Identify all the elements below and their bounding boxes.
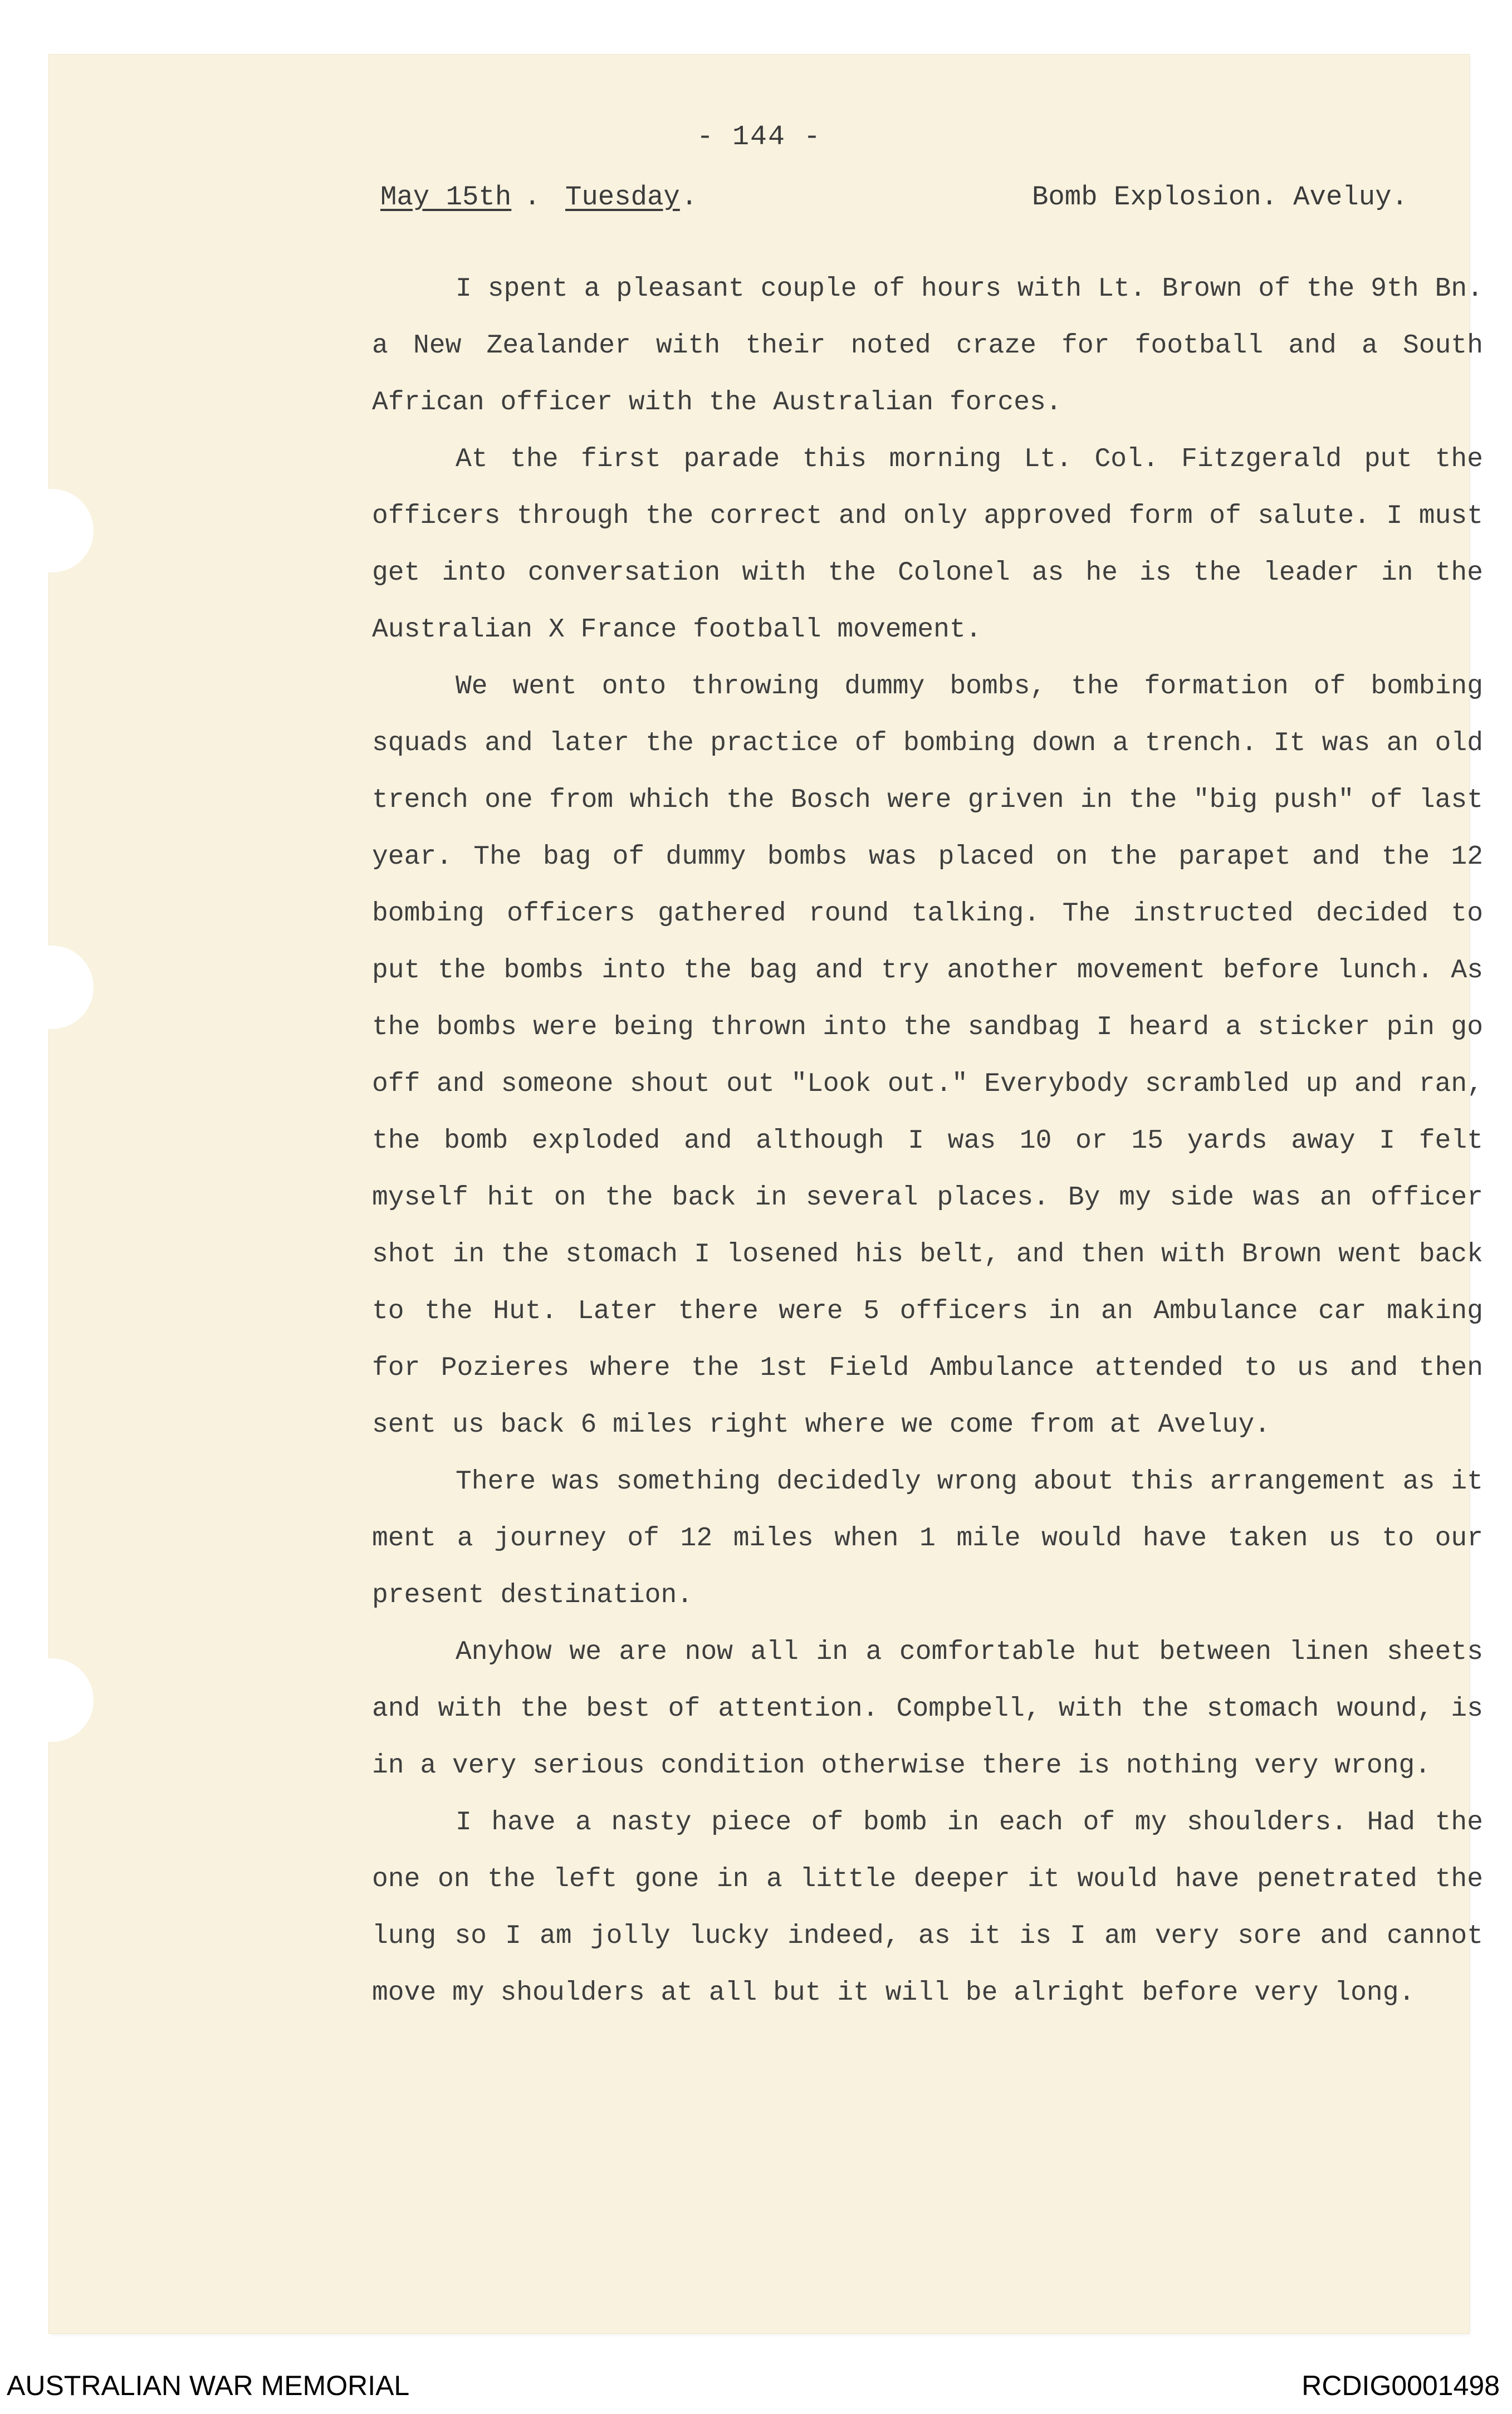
entry-day: Tuesday <box>565 182 680 213</box>
punch-hole <box>27 1658 94 1742</box>
archive-footer <box>0 2369 1512 2408</box>
paragraph-5: Anyhow we are now all in a comfortable hut between linen sheets and with the best of attention. Compbell, with the stomach wound, is in a very serious condition otherwise there is nothing very wrong. <box>372 1637 1483 1781</box>
entry-place: Aveluy. <box>1293 182 1408 213</box>
entry-date-period: . <box>524 182 541 213</box>
paragraph-4: There was something decidedly wrong about this arrangement as it ment a journey of 12 miles when 1 mile would have taken us to our present destination. <box>372 1467 1483 1610</box>
paragraph-1: I spent a pleasant couple of hours with Lt. Brown of the 9th Bn. a New Zealander with their noted craze for football and a South African officer with the Australian forces. <box>372 274 1483 418</box>
footer-institution: AUSTRALIAN WAR MEMORIAL <box>7 2370 410 2401</box>
page-number: - 144 - <box>696 121 822 153</box>
document-page <box>49 55 1483 2333</box>
diary-body <box>372 261 1483 2021</box>
footer-record-id: RCDIG0001498 <box>1301 2370 1500 2401</box>
entry-topic: Bomb Explosion. <box>1032 182 1278 213</box>
punch-hole <box>27 946 94 1029</box>
paragraph-6: I have a nasty piece of bomb in each of my shoulders. Had the one on the left gone in a little deeper it would have penetrated the lung so I am jolly lucky indeed, as it is I am very sore and cannot move my shoulders at all but it will be alright before very long. <box>372 1808 1483 2008</box>
entry-day-period: . <box>681 182 698 213</box>
punch-hole <box>27 489 94 572</box>
paragraph-3: We went onto throwing dummy bombs, the formation of bombing squads and later the practice of bombing down a trench. It was an old trench one from which the Bosch were griven in the "big push" of last year. The bag of dummy bombs was placed on the parapet and the 12 bombing officers gathered round talking. The instructed decided to put the bombs into the bag and try another movement before lunch. As the bombs were being thrown into the sandbag I heard a sticker pin go off and someone shout out "Look out." Everybody scrambled up and ran, the bomb exploded and although I was 10 or 15 yards away I felt myself hit on the back in several places. By my side was an officer shot in the stomach I losened his belt, and then with Brown went back to the Hut. Later there were 5 officers in an Ambulance car making for Pozieres where the 1st Field Ambulance attended to us and then sent us back 6 miles right where we come from at Aveluy. <box>372 672 1483 1440</box>
entry-header <box>380 182 1408 226</box>
entry-date: May 15th <box>380 182 512 213</box>
paragraph-2: At the first parade this morning Lt. Col. Fitzgerald put the officers through the correct and only approved form of salute. I must get into conversation with the Colonel as he is the leader in the Australian X France football movement. <box>372 444 1483 645</box>
